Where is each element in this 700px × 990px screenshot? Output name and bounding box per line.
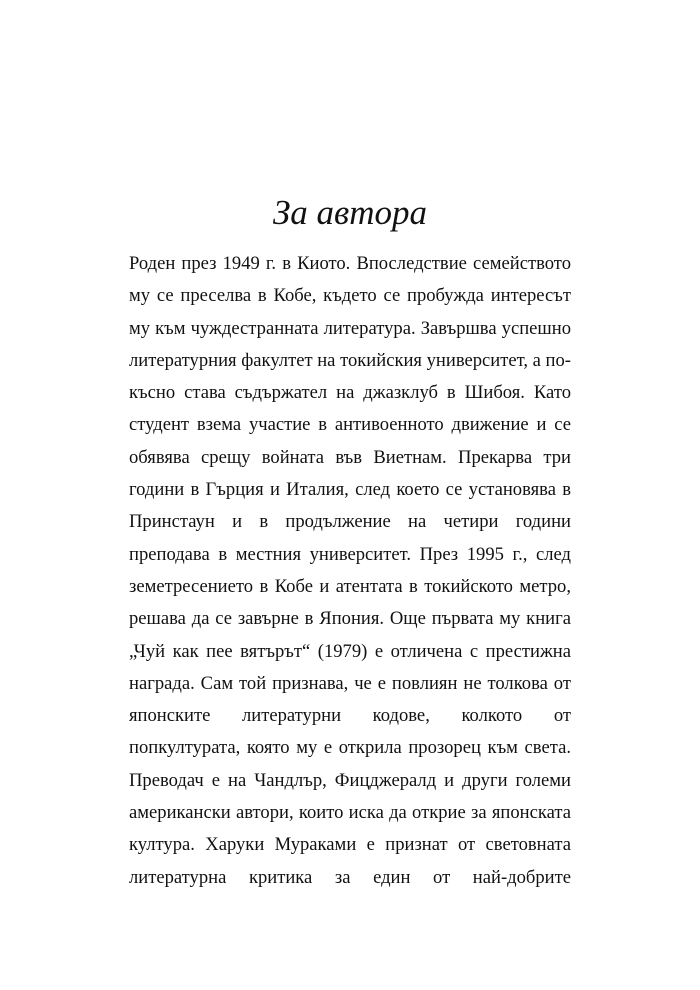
text-line: литературна критика за един от най-добрите: [129, 866, 571, 888]
author-bio-paragraph: [129, 248, 571, 894]
page-title: За автора: [272, 193, 428, 232]
text-line: преподава в местния университет. През 1995 г., след: [129, 543, 571, 565]
text-line: късно става съдържател на джазклуб в Шибоя. Като: [129, 382, 571, 404]
text-line: Принстаун и в продължение на четири години: [129, 511, 571, 533]
text-line: Роден през 1949 г. в Киото. Впоследствие семейството: [129, 253, 571, 274]
text-line: японските литературни кодове, колкото от: [129, 705, 571, 727]
text-line: обявява срещу войната във Виетнам. Прекарва три: [129, 446, 571, 468]
text-line: години в Гърция и Италия, след което се установява в: [129, 479, 571, 501]
text-line: му към чуждестранната литература. Завършва успешно: [129, 317, 571, 339]
text-line: попкултурата, която му е открила прозорец към света.: [129, 737, 571, 759]
text-line: земетресението в Кобе и атентата в токийското метро,: [129, 575, 571, 597]
text-line: награда. Сам той признава, че е повлиян не толкова от: [129, 672, 571, 694]
text-line: му се преселва в Кобе, където се пробужда интересът: [129, 285, 571, 307]
text-line: студент взема участие в антивоенното движение и се: [129, 414, 571, 436]
text-line: американски автори, които иска да открие за японската: [129, 802, 571, 824]
text-line: „Чуй как пее вятърът“ (1979) е отличена с престижна: [129, 640, 571, 662]
text-line: култура. Харуки Мураками е признат от световната: [129, 834, 571, 856]
text-line: решава да се завърне в Япония. Още първата му книга: [129, 608, 571, 630]
text-line: Преводач е на Чандлър, Фицджералд и други големи: [129, 769, 571, 791]
text-line: литературния факултет на токийския университет, а по-: [129, 349, 571, 371]
